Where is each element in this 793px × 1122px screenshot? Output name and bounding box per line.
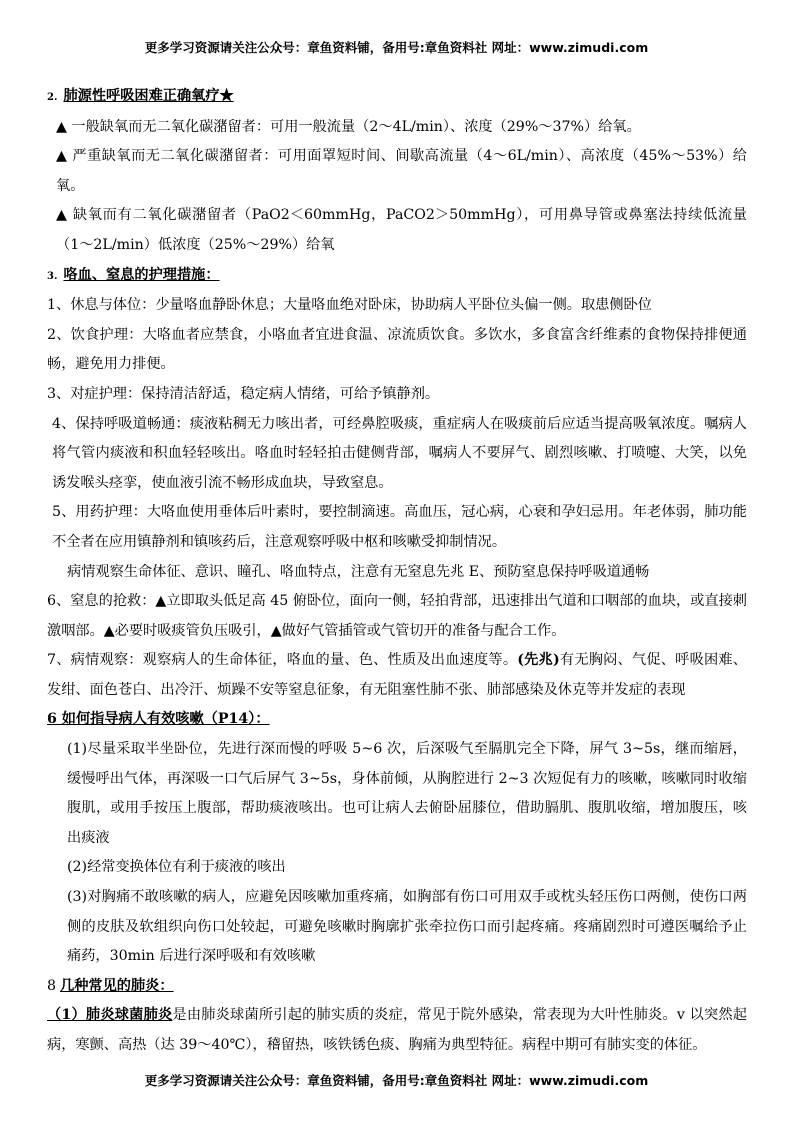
paragraph-condition-observation-summary: 病情观察生命体征、意识、瞳孔、咯血特点，注意有无窒息先兆 E、预防窒息保持呼吸道通畅 (67, 563, 650, 580)
observation-text-continued: 有无胸闷、气促、呼吸困难、发绀、面色苍白、出冷汗、烦躁不安等窒息征象，有无阻塞性肺不张、肺部感染及休克等并发症的表现 (47, 652, 747, 698)
pneumonia-description: 是由肺炎球菌所引起的肺实质的炎症，常见于院外感染，常表现为大叶性肺炎。v 以突然起病，寒颤、高热（达 39～40℃），稽留热，咳铁锈色痰、胸痛为典型特征。病程中期可有肺实变的体征。 (47, 1007, 748, 1053)
section-title: 6 如何指导病人有效咳嗽（P14）： (47, 711, 270, 728)
section-title: 肺源性呼吸困难正确氧疗★ (63, 88, 234, 104)
paragraph-airway-patency: 4、保持呼吸道畅通：痰液粘稠无力咳出者，可经鼻腔吸痰，重症病人在吸痰前后应适当提高吸氧浓度。嘱病人将气管内痰液和积血轻轻咳出。咯血时轻轻拍击健侧背部，嘱病人不要屏气、剧烈咳嗽、打喷嚏、大笑，以免诱发喉头痉挛，使血液引流不畅形成血块，导致窒息。 (52, 415, 747, 491)
section-number: 2. (47, 92, 58, 103)
bullet-general-hypoxia: ▲ 一般缺氧而无二氧化碳潴留者：可用一般流量（2～4L/min）、浓度（29%～37%）给氧。 (56, 118, 641, 135)
document-body (47, 82, 747, 1061)
section-heading-effective-cough (47, 705, 747, 735)
list-item-cough-technique: (1)尽量采取半坐卧位，先进行深而慢的呼吸 5~6 次，后深吸气至膈肌完全下降，屏气 3~5s，继而缩唇，缓慢呼出气体，再深吸一口气后屏气 3~5s，身体前倾，从胸腔进行 2~3 次短促有力的咳嗽，咳嗽同时收缩腹肌，或用手按压上腹部，帮助痰液咳出。也可让病人去俯卧屈膝位，借助膈肌、腹肌收缩，增加腹压，咳出痰液 (67, 741, 747, 846)
footer-banner: 更多学习资源请关注公众号：章鱼资料铺，备用号:章鱼资料社 网址：www.zimudi.com (144, 1073, 649, 1088)
paragraph-pneumococcal-pneumonia (47, 1001, 747, 1060)
section-title: 咯血、窒息的护理措施： (63, 266, 220, 283)
paragraph-condition-observation (47, 646, 747, 705)
aura-label: (先兆) (517, 652, 560, 669)
paragraph-symptom-care: 3、对症护理：保持清洁舒适，稳定病人情绪，可给予镇静剂。 (47, 385, 440, 402)
paragraph-asphyxia-rescue: 6、窒息的抢救：▲立即取头低足高 45 俯卧位，面向一侧，轻拍背部，迅速排出气道和口咽部的血块，或直接刺激咽部。▲必要时吸痰管负压吸引，▲做好气管插管或气管切开的准备与配合工作。 (47, 593, 747, 639)
bullet-hypoxia-co2-retention: ▲ 缺氧而有二氧化碳潴留者（PaO2＜60mmHg，PaCO2＞50mmHg），可用鼻导管或鼻塞法持续低流量（1～2L/min）低浓度（25%～29%）给氧 (56, 207, 747, 253)
bullet-severe-hypoxia: ▲ 严重缺氧而无二氧化碳潴留者：可用面罩短时间、间歇高流量（4～6L/min）、高浓度（45%～53%）给氧。 (56, 148, 747, 194)
list-item-chest-pain-cough: (3)对胸痛不敢咳嗽的病人，应避免因咳嗽加重疼痛，如胸部有伤口可用双手或枕头轻压伤口两侧，使伤口两侧的皮肤及软组织向伤口处较起，可避免咳嗽时胸廓扩张牵拉伤口而引起疼痛。疼痛剧烈时可遵医嘱给予止痛药，30min 后进行深呼吸和有效咳嗽 (67, 889, 747, 965)
section-number: 3. (47, 270, 58, 282)
paragraph-rest-position: 1、休息与体位：少量咯血静卧休息；大量咯血绝对卧床，协助病人平卧位头偏一侧。取患侧卧位 (47, 297, 652, 314)
section-title: 几种常见的肺炎： (60, 977, 174, 994)
observation-text: 7、病情观察：观察病人的生命体征，咯血的量、色、性质及出血速度等。 (47, 652, 518, 669)
list-item-position-change: (2)经常变换体位有利于痰液的咳出 (67, 859, 286, 876)
section-heading-oxygen-therapy (47, 82, 747, 113)
paragraph-medication-care: 5、用药护理：大咯血使用垂体后叶素时，要控制滴速。高血压，冠心病，心衰和孕妇忌用。年老体弱，肺功能不全者在应用镇静剂和镇咳药后，注意观察呼吸中枢和咳嗽受抑制情况。 (52, 504, 747, 550)
section-number: 8 (47, 977, 57, 994)
pneumonia-type-label: （1）肺炎球菌肺炎 (47, 1007, 173, 1024)
header-banner: 更多学习资源请关注公众号：章鱼资料铺，备用号:章鱼资料社 网址：www.zimudi.com (144, 40, 649, 55)
paragraph-diet-care: 2、饮食护理：大咯血者应禁食，小咯血者宜进食温、凉流质饮食。多饮水，多食富含纤维素的食物保持排便通畅，避免用力排便。 (47, 326, 747, 373)
section-heading-hemoptysis (47, 261, 747, 292)
section-heading-pneumonia (47, 972, 747, 1002)
